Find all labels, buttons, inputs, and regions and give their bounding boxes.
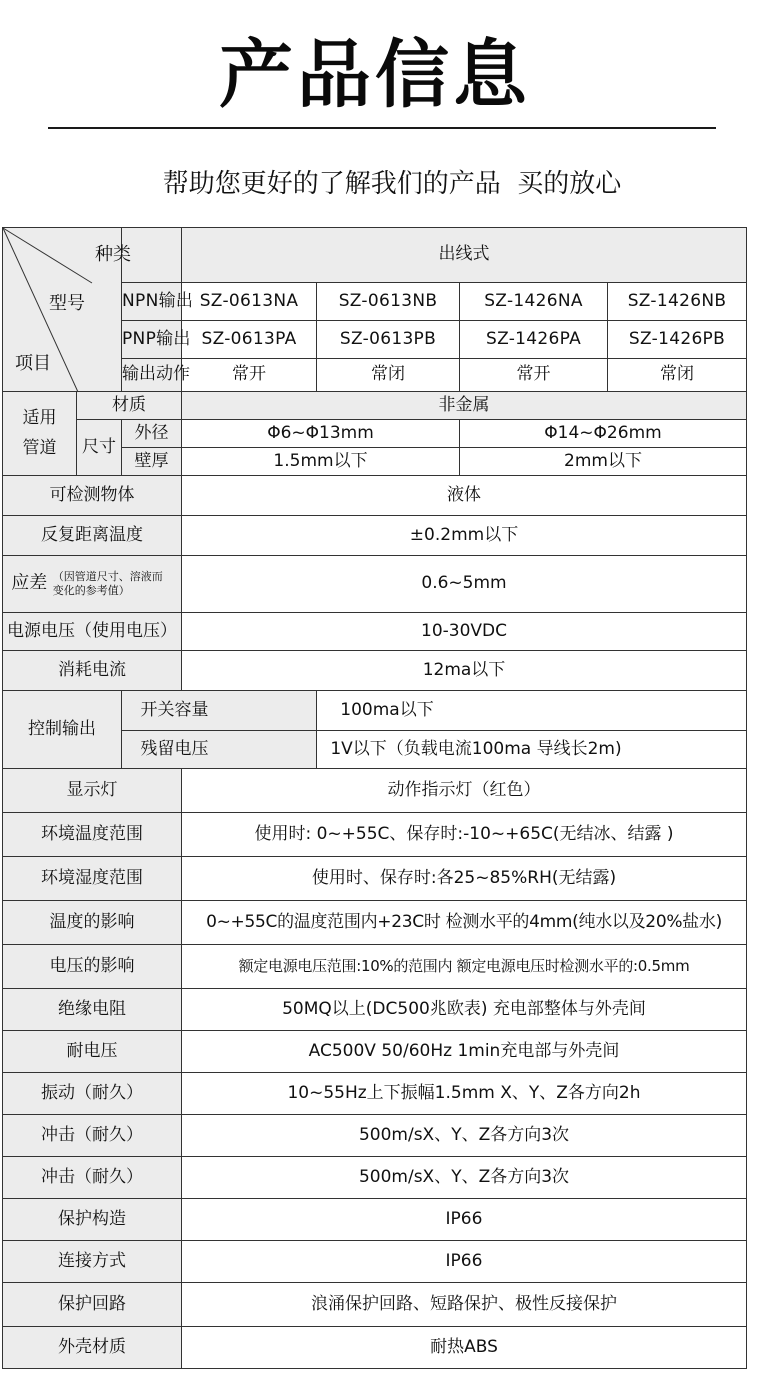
pipe-label-cell bbox=[3, 392, 77, 476]
hysteresis-label: 应差 bbox=[11, 572, 48, 594]
kind-value: 出线式 bbox=[182, 228, 747, 283]
npn-label: NPN输出 bbox=[122, 283, 182, 321]
action-value-2: 常闭 bbox=[317, 359, 460, 392]
indicator-label: 显示灯 bbox=[3, 769, 182, 813]
shock-value-2: 500m/sX、Y、Z各方向3次 bbox=[182, 1157, 747, 1199]
pipe-label-line-1: 适用 bbox=[22, 407, 57, 428]
protection-circuit-label: 保护回路 bbox=[3, 1283, 182, 1327]
vibration-label: 振动（耐久） bbox=[3, 1073, 182, 1115]
corner-item-label: 项目 bbox=[15, 353, 51, 374]
residual-value: 1V以下（负载电流100ma 导线长2m) bbox=[330, 738, 622, 759]
hysteresis-note: （因管道尺寸、溶液而变化的参考值） bbox=[52, 570, 163, 597]
od-label: 外径 bbox=[122, 420, 182, 448]
action-value-1: 常开 bbox=[182, 359, 317, 392]
hysteresis-value: 0.6~5mm bbox=[182, 556, 747, 613]
insulation-label: 绝缘电阻 bbox=[3, 989, 182, 1031]
voltage-influence-value: 额定电源电压范围:10%的范围内 额定电源电压时检测水平的:0.5mm bbox=[182, 945, 747, 989]
repeat-value: ±0.2mm以下 bbox=[182, 516, 747, 556]
ambient-temp-value: 使用时: 0~+55C、保存时:-10~+65C(无结冰、结露 ) bbox=[182, 813, 747, 857]
pnp-model-1: SZ-0613PA bbox=[182, 321, 317, 359]
npn-model-3: SZ-1426NA bbox=[460, 283, 608, 321]
ambient-temp-label: 环境温度范围 bbox=[3, 813, 182, 857]
current-label: 消耗电流 bbox=[3, 651, 182, 691]
voltage-influence-label: 电压的影响 bbox=[3, 945, 182, 989]
spec-table bbox=[2, 227, 747, 1369]
connection-label: 连接方式 bbox=[3, 1241, 182, 1283]
housing-material-label: 外壳材质 bbox=[3, 1327, 182, 1369]
wall-label: 壁厚 bbox=[122, 448, 182, 476]
ambient-humidity-label: 环境湿度范围 bbox=[3, 857, 182, 901]
pnp-model-2: SZ-0613PB bbox=[317, 321, 460, 359]
action-label: 输出动作 bbox=[122, 359, 182, 392]
corner-model-label: 型号 bbox=[49, 293, 85, 314]
protection-structure-label: 保护构造 bbox=[3, 1199, 182, 1241]
npn-model-4: SZ-1426NB bbox=[608, 283, 747, 321]
detect-value: 液体 bbox=[182, 476, 747, 516]
switch-value-cell bbox=[317, 691, 747, 731]
residual-label-cell bbox=[122, 731, 317, 769]
hysteresis-label-cell bbox=[3, 556, 182, 613]
ambient-humidity-value: 使用时、保存时:各25~85%RH(无结露) bbox=[182, 857, 747, 901]
repeat-label: 反复距离温度 bbox=[3, 516, 182, 556]
corner-kind-label: 种类 bbox=[95, 244, 131, 265]
material-label: 材质 bbox=[77, 392, 182, 420]
temp-influence-value: 0~+55C的温度范围内+23C时 检测水平的4mm(纯水以及20%盐水) bbox=[182, 901, 747, 945]
pnp-model-3: SZ-1426PA bbox=[460, 321, 608, 359]
shock-label-2: 冲击（耐久） bbox=[3, 1157, 182, 1199]
withstand-voltage-value: AC500V 50/60Hz 1min充电部与外壳间 bbox=[182, 1031, 747, 1073]
connection-value: IP66 bbox=[182, 1241, 747, 1283]
control-label: 控制输出 bbox=[3, 691, 122, 769]
shock-value-1: 500m/sX、Y、Z各方向3次 bbox=[182, 1115, 747, 1157]
protection-structure-value: IP66 bbox=[182, 1199, 747, 1241]
title-divider bbox=[48, 127, 716, 129]
voltage-label: 电源电压（使用电压） bbox=[3, 613, 182, 651]
withstand-voltage-label: 耐电压 bbox=[3, 1031, 182, 1073]
detect-label: 可检测物体 bbox=[3, 476, 182, 516]
od-value-2: Φ14~Φ26mm bbox=[460, 420, 747, 448]
action-value-4: 常闭 bbox=[608, 359, 747, 392]
residual-value-cell bbox=[317, 731, 747, 769]
npn-model-1: SZ-0613NA bbox=[182, 283, 317, 321]
pnp-label: PNP输出 bbox=[122, 321, 182, 359]
switch-label: 开关容量 bbox=[140, 699, 209, 720]
size-label: 尺寸 bbox=[77, 420, 122, 476]
od-value-1: Φ6~Φ13mm bbox=[182, 420, 460, 448]
pipe-label-line-2: 管道 bbox=[22, 437, 57, 458]
residual-label: 残留电压 bbox=[140, 738, 209, 759]
action-value-3: 常开 bbox=[460, 359, 608, 392]
switch-label-cell bbox=[122, 691, 317, 731]
material-value: 非金属 bbox=[182, 392, 747, 420]
wall-value-1: 1.5mm以下 bbox=[182, 448, 460, 476]
wall-value-2: 2mm以下 bbox=[460, 448, 747, 476]
npn-model-2: SZ-0613NB bbox=[317, 283, 460, 321]
insulation-value: 50MQ以上(DC500兆欧表) 充电部整体与外壳间 bbox=[182, 989, 747, 1031]
protection-circuit-value: 浪涌保护回路、短路保护、极性反接保护 bbox=[182, 1283, 747, 1327]
switch-value: 100ma以下 bbox=[340, 699, 434, 720]
shock-label-1: 冲击（耐久） bbox=[3, 1115, 182, 1157]
header-corner-cell bbox=[3, 228, 131, 392]
current-value: 12ma以下 bbox=[182, 651, 747, 691]
page-subtitle: 帮助您更好的了解我们的产品 买的放心 bbox=[162, 169, 622, 199]
indicator-value: 动作指示灯（红色） bbox=[182, 769, 747, 813]
vibration-value: 10~55Hz上下振幅1.5mm X、Y、Z各方向2h bbox=[182, 1073, 747, 1115]
page-title: 产品信息 bbox=[219, 32, 531, 118]
temp-influence-label: 温度的影响 bbox=[3, 901, 182, 945]
voltage-value: 10-30VDC bbox=[182, 613, 747, 651]
housing-material-value: 耐热ABS bbox=[182, 1327, 747, 1369]
pnp-model-4: SZ-1426PB bbox=[608, 321, 747, 359]
